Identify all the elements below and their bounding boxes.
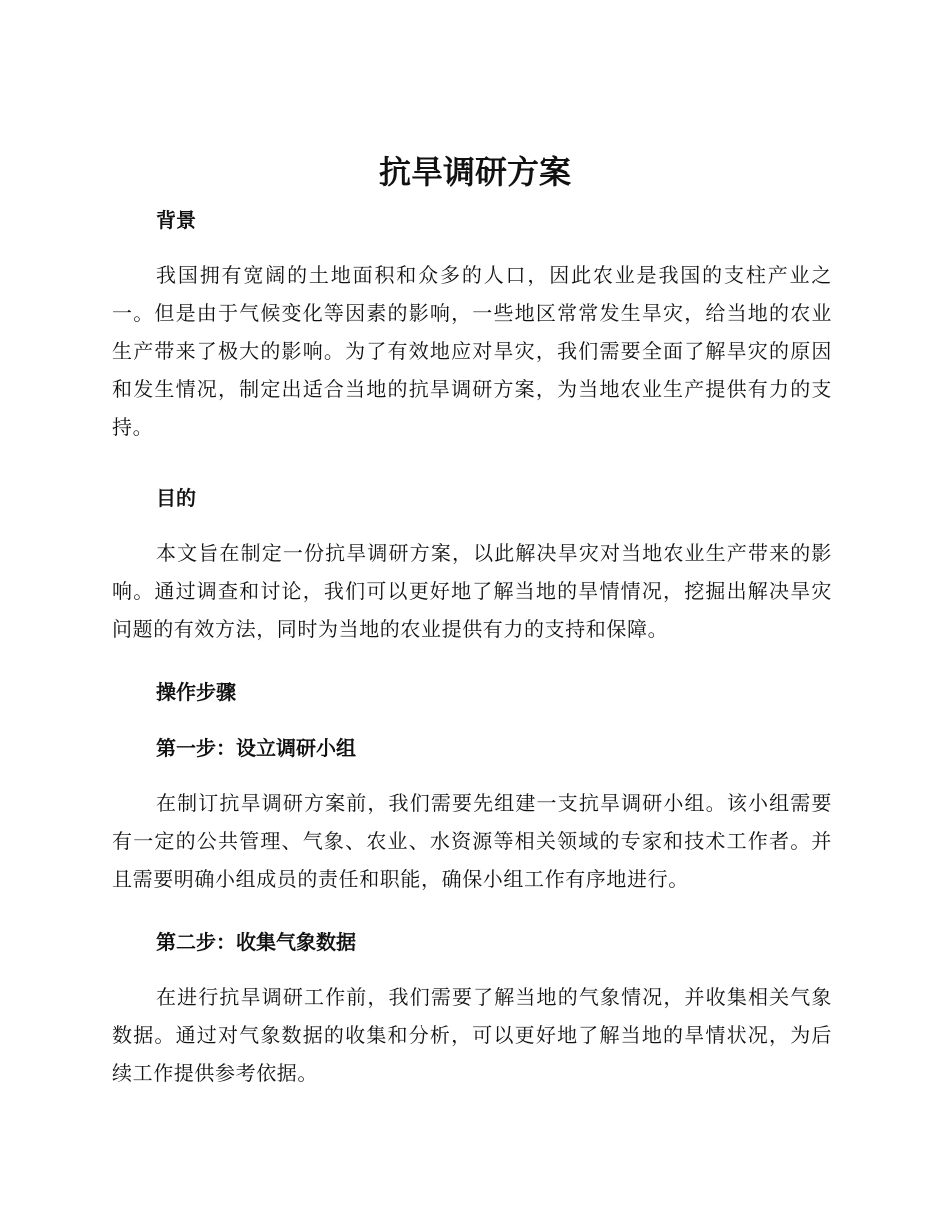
paragraph-step-one: 在制订抗旱调研方案前，我们需要先组建一支抗旱调研小组。该小组需要有一定的公共管理、气象、农业、水资源等相关领域的专家和技术工作者。并且需要明确小组成员的责任和职能，确保小组工作有序地进行。	[112, 791, 832, 891]
paragraph-purpose: 本文旨在制定一份抗旱调研方案，以此解决旱灾对当地农业生产带来的影响。通过调查和讨论，我们可以更好地了解当地的旱情情况，挖掘出解决旱灾问题的有效方法，同时为当地的农业提供有力的支持和保障。	[112, 541, 832, 641]
section-heading-background: 背景	[156, 208, 196, 232]
section-heading-step-two: 第二步：收集气象数据	[156, 930, 356, 954]
section-heading-steps: 操作步骤	[156, 680, 236, 704]
section-heading-step-one: 第一步：设立调研小组	[156, 736, 356, 760]
section-heading-purpose: 目的	[156, 486, 196, 510]
document-title: 抗旱调研方案	[378, 153, 571, 191]
paragraph-background: 我国拥有宽阔的土地面积和众多的人口，因此农业是我国的支柱产业之一。但是由于气候变化等因素的影响，一些地区常常发生旱灾，给当地的农业生产带来了极大的影响。为了有效地应对旱灾，我们需要全面了解旱灾的原因和发生情况，制定出适合当地的抗旱调研方案，为当地农业生产提供有力的支持。	[112, 263, 832, 439]
paragraph-step-two: 在进行抗旱调研工作前，我们需要了解当地的气象情况，并收集相关气象数据。通过对气象数据的收集和分析，可以更好地了解当地的旱情状况，为后续工作提供参考依据。	[112, 985, 832, 1085]
